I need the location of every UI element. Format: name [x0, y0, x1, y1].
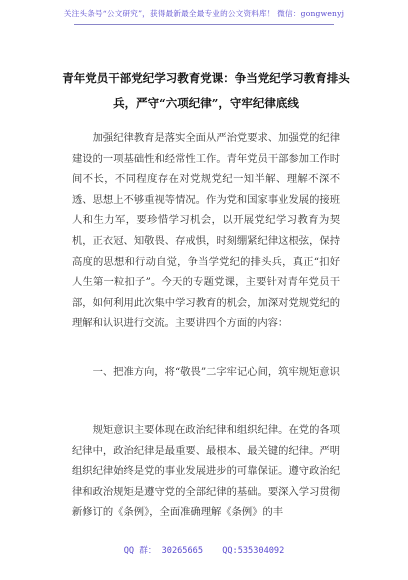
top-divider [74, 24, 334, 25]
footer-qq-number: QQ:535304092 [222, 546, 285, 556]
paragraph-text: 规矩意识主要体现在政治纪律和组织纪律。在党的各项纪律中，政治纪律是最重要、最根本、最关键的纪律。严明组织纪律始终是党的事业发展进步的可靠保证。遵守政治纪律和政治规矩是遵守党的全部纪律的基础。要深入学习贯彻新修订的《条例》，全面准确理解《条例》的丰 [72, 424, 340, 519]
paragraph-text: 加强纪律教育是落实全面从严治党要求、加强党的纪律建设的一项基础性和经常性工作。青年党员干部参加工作时间不长，不同程度存在对党规党纪一知半解、理解不深不透、思想上不够重视等情况。作为党和国家事业发展的接班人和生力军，要珍惜学习机会，以开展党纪学习教育为契机，正衣冠、知敬畏、存戒惧，时刻绷紧纪律这根弦，保持高度的思想和行动自觉，争当学党纪的排头兵，真正“扣好人生第一粒扣子”。今天的专题党课，主要针对青年党员干部，如何利用此次集中学习教育的机会，加深对党规党纪的理解和认识进行交流。主要讲四个方面的内容： [72, 132, 340, 330]
document-title: 青年党员干部党纪学习教育党课：争当党纪学习教育排头兵，严守“六项纪律”，守牢纪律底线 [62, 71, 350, 110]
top-banner: 关注头条号“公文研究”，获得最新最全最专业的公文资料库！ 微信：gongwenyj [63, 9, 345, 18]
section-heading-1 [72, 362, 340, 383]
body-paragraph-2 [72, 420, 340, 523]
footer-qq-group: QQ 群： 30265665 [123, 546, 203, 556]
section-heading-text: 一、把准方向，将“敬畏”二字牢记心间，筑牢规矩意识 [92, 366, 340, 378]
footer-contact [0, 544, 408, 556]
body-paragraph-1 [72, 128, 340, 334]
